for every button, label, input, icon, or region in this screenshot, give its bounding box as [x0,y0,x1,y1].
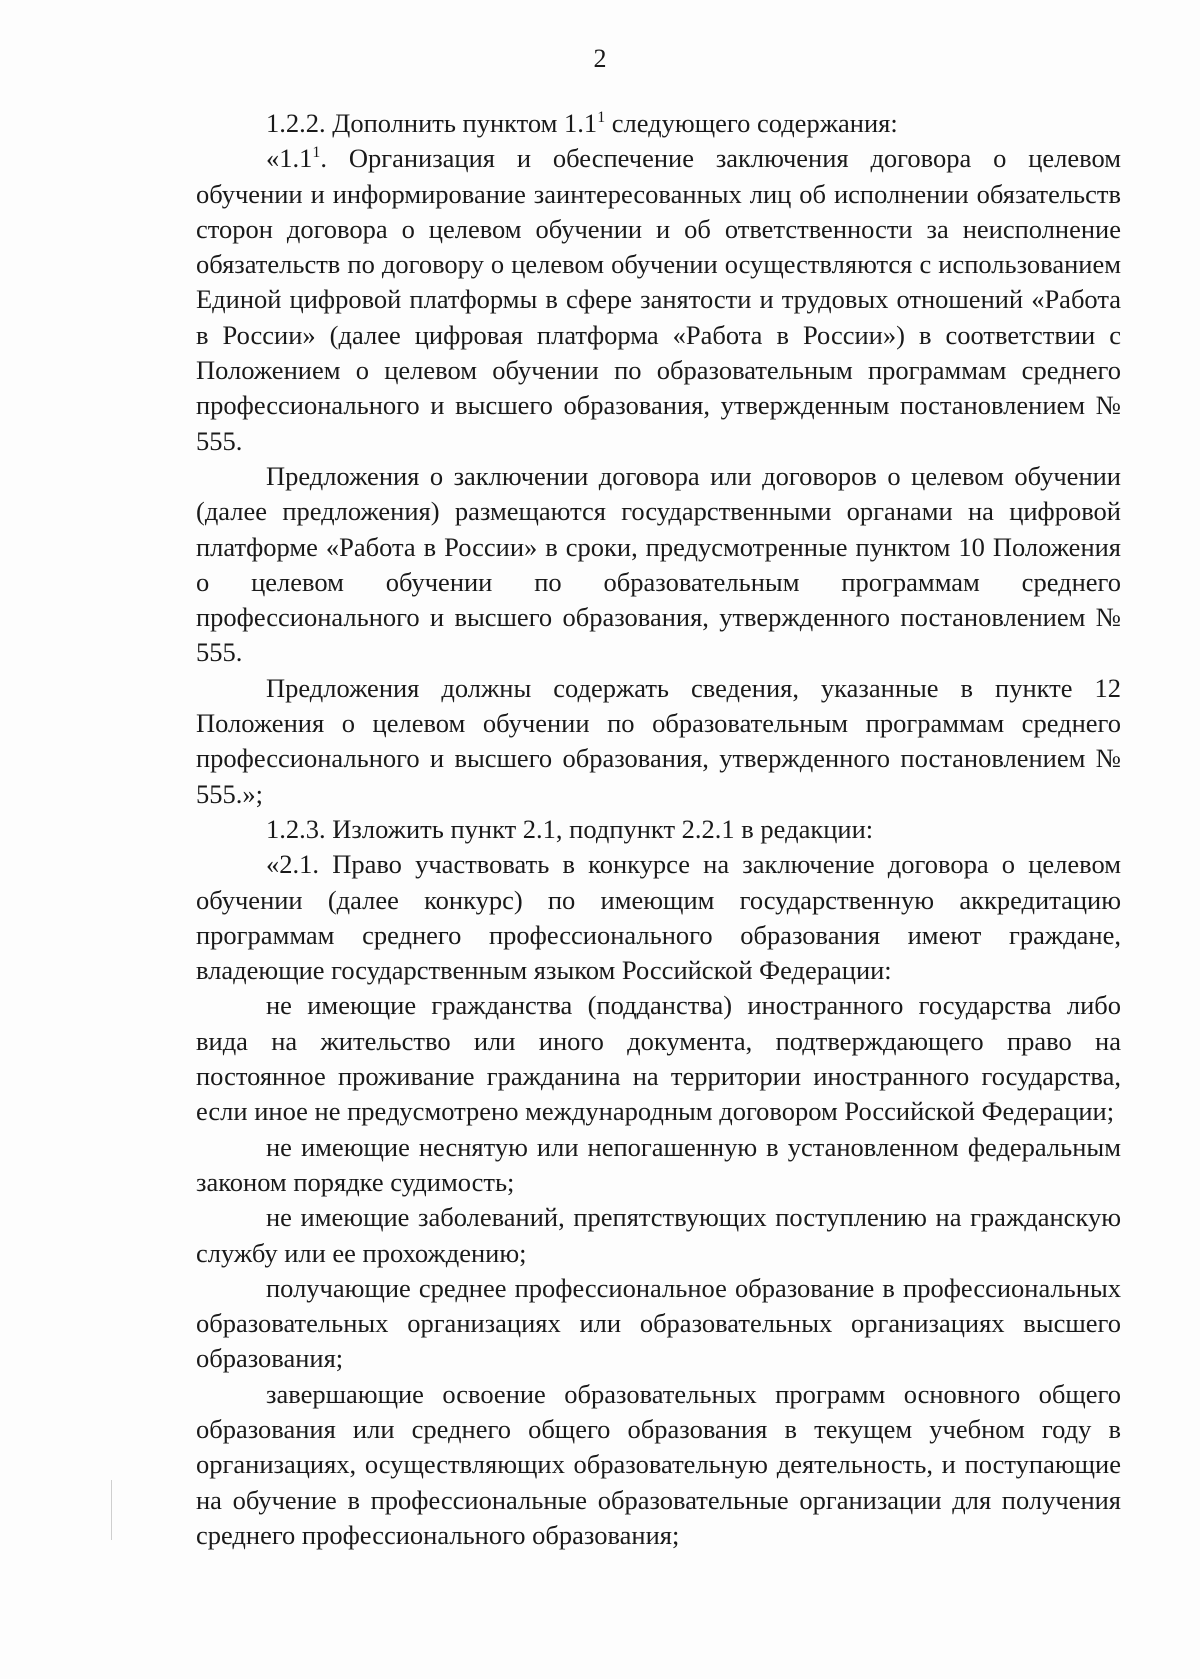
paragraph-text: 1.2.2. Дополнить пунктом 1.1 [266,108,598,138]
document-body [196,106,1121,1553]
list-item-receiving-education: получающие среднее профессиональное образование в профессиональных образовательных организациях или образовательных организациях высшего образования; [196,1272,1121,1374]
paragraph-text: . Организация и обеспечение заключения договора о целевом обучении и информирование заинтересованных лиц об исполнении обязательств сторон договора о целевом обучении и об ответственности за неисполнение обязательств по договору о целевом обучении осуществляются с использованием Единой цифровой платформы в сфере занятости и трудовых отношений «Работа в России» (далее цифровая платформа «Работа в России») в соответствии с Положением о целевом обучении по образовательным программам среднего профессионального и высшего образования, утвержденным постановлением № 555. [196,143,1121,456]
paragraph-text: «1.1 [266,143,313,174]
paragraph-1-2-3: 1.2.3. Изложить пункт 2.1, подпункт 2.2.1 в редакции: [266,813,874,844]
superscript: 1 [597,109,606,127]
paragraph-1-2-2 [196,106,1121,141]
list-item-no-conviction: не имеющие неснятую или непогашенную в установленном федеральным законом порядке судимость; [196,1131,1121,1197]
paragraph-proposals-content: Предложения должны содержать сведения, указанные в пункте 12 Положения о целевом обучении по образовательным программам среднего профессионального и высшего образования, утвержденного постановлением № 555.»; [196,672,1121,809]
list-item-completing-programs: завершающие освоение образовательных программ основного общего образования или среднего общего образования в текущем учебном году в организациях, осуществляющих образовательную деятельность, и поступающие на обучение в профессиональные образовательные организации для получения среднего профессионального образования; [196,1378,1121,1550]
list-item-no-diseases: не имеющие заболеваний, препятствующих поступлению на гражданскую службу или ее прохождению; [196,1202,1121,1268]
paragraph-text: следующего содержания: [605,108,898,138]
superscript: 1 [312,144,321,162]
scan-margin-line [111,1480,112,1540]
page-number: 2 [593,44,607,73]
list-item-no-foreign-citizenship: не имеющие гражданства (подданства) иностранного государства либо вида на жительство или иного документа, подтверждающего право на постоянное проживание гражданина на территории иностранного государства, если иное не предусмотрено международным договором Российской Федерации; [196,990,1121,1127]
paragraph-proposals-placement: Предложения о заключении договора или договоров о целевом обучении (далее предложения) размещаются государственными органами на цифровой платформе «Работа в России» в сроки, предусмотренные пунктом 10 Положения о целевом обучении по образовательным программам среднего профессионального и высшего образования, утвержденного постановлением № 555. [196,460,1121,668]
paragraph-2-1: «2.1. Право участвовать в конкурсе на заключение договора о целевом обучении (далее конкурс) по имеющим государственную аккредитацию программам среднего профессионального образования имеют граждане, владеющие государственным языком Российской Федерации: [196,849,1121,986]
paragraph-1-1-1 [196,141,1121,459]
